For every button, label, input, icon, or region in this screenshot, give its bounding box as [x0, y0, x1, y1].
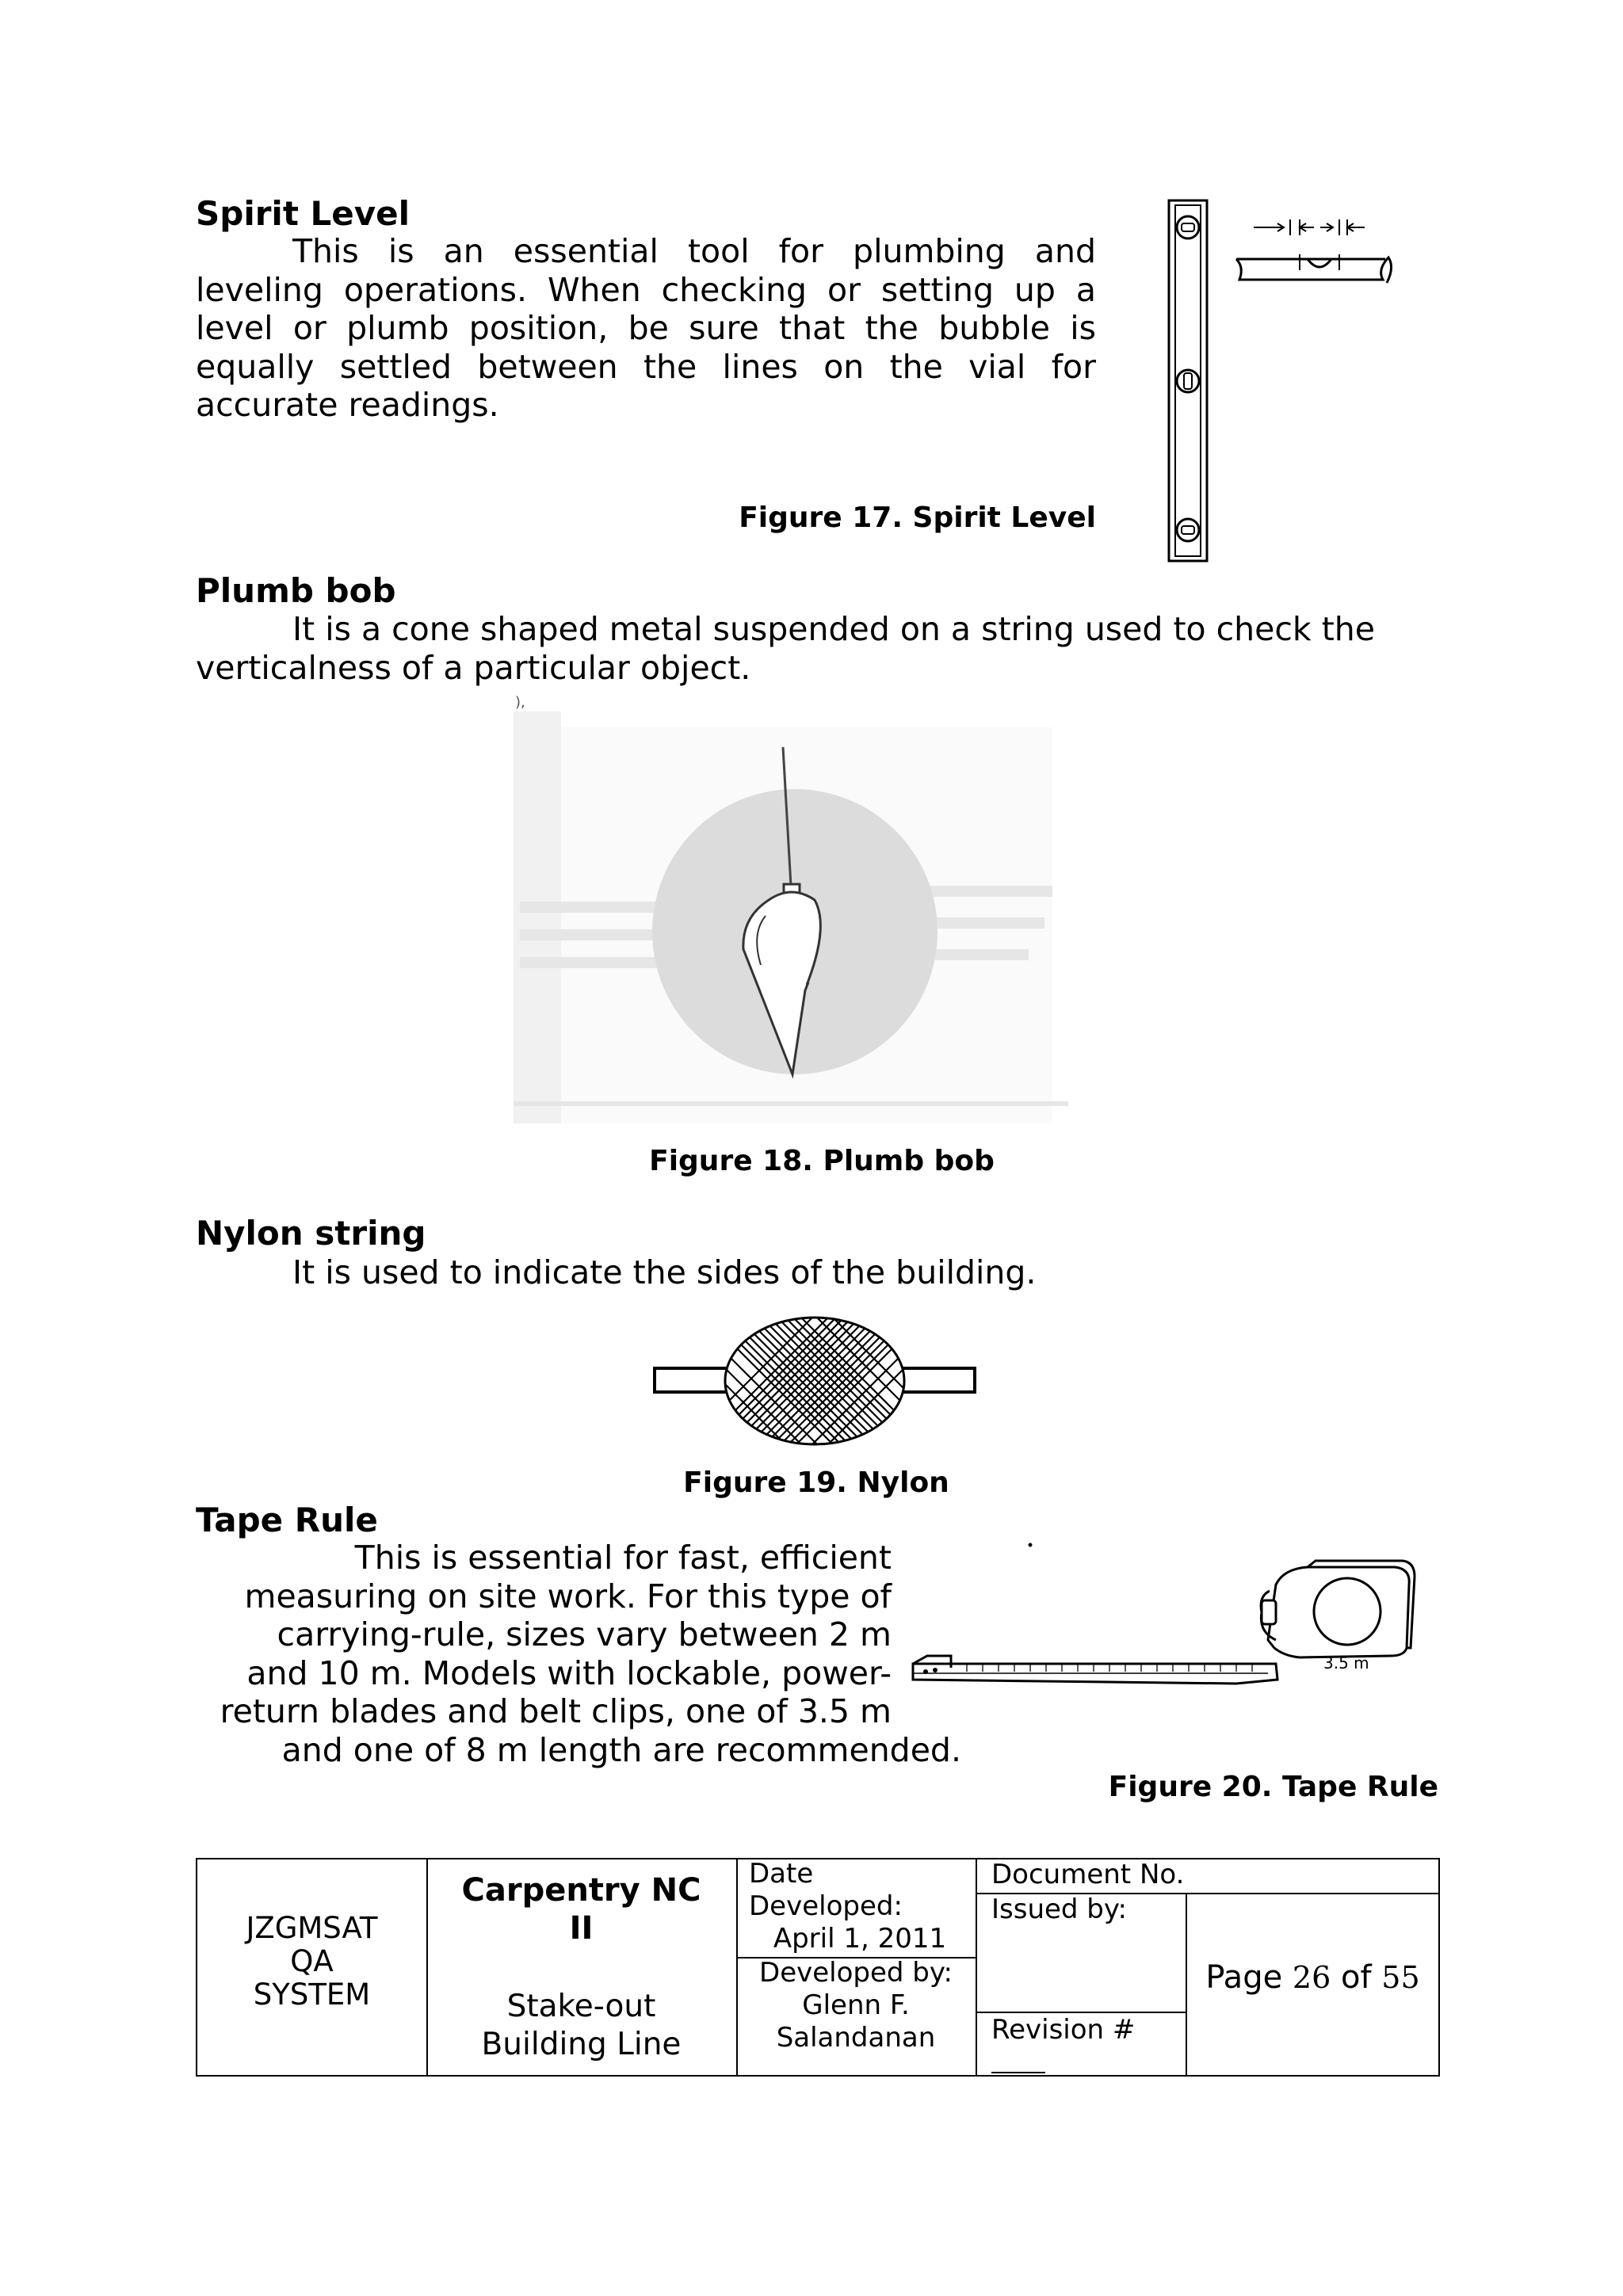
footer-doc-no-label: Document No. [991, 1859, 1185, 1890]
footer-page-prefix: Page [1205, 1959, 1283, 1996]
footer-page-number [1186, 1959, 1440, 1996]
tape-rule-line-3: carrying-rule, sizes vary between 2 m [277, 1615, 892, 1653]
footer-page-current: 26 [1292, 1960, 1331, 1995]
tape-size-label: 3.5 m [1323, 1653, 1369, 1672]
spirit-level-illustration [1157, 194, 1411, 566]
footer-org-line-3: SYSTEM [253, 1978, 371, 2012]
footer-page-total: 55 [1381, 1960, 1420, 1995]
nylon-string-illustration [652, 1311, 977, 1450]
nylon-string-text: It is used to indicate the sides of the building. [292, 1253, 1037, 1291]
footer-org [197, 1912, 426, 2012]
footer-revision-blank [991, 2072, 1045, 2073]
footer-date-label-1: Date [749, 1858, 814, 1890]
footer-developer [736, 1957, 976, 2054]
tape-rule-line-4: and 10 m. Models with lockable, power- [246, 1653, 892, 1692]
figure-17-caption: Figure 17. Spirit Level [739, 502, 1096, 534]
tape-rule-line-5: return blades and belt clips, one of 3.5 m [220, 1692, 892, 1730]
spirit-level-text: This is an essential tool for plumbing and leveling operations. When checking or setting up a level or plumb position, be sure that the bubble is equally settled between the lines on the vial for accurate readings. [196, 232, 1096, 424]
footer-date-value: April 1, 2011 [773, 1923, 947, 1955]
plumb-bob-illustration [514, 696, 1076, 1149]
plumb-bob-text: It is a cone shaped metal suspended on a string used to check the verticalness of a particular object. [196, 610, 1375, 687]
figure-20-caption: Figure 20. Tape Rule [1108, 1771, 1438, 1803]
svg-text:),: ), [515, 696, 525, 711]
footer-module-line-1: Stake-out [506, 1989, 656, 2024]
footer-date [749, 1858, 971, 1955]
footer-dev-name-1: Glenn F. [802, 1989, 910, 2021]
footer-dev-name-2: Salandanan [776, 2022, 936, 2054]
tape-rule-line-6: and one of 8 m length are recommended. [281, 1730, 961, 1769]
spirit-level-heading: Spirit Level [196, 194, 411, 233]
footer-course-line-2: II [569, 1910, 594, 1947]
footer-page-of: of [1341, 1959, 1372, 1996]
footer-date-label-2: Developed: [749, 1890, 903, 1922]
footer-org-line-1: JZGMSAT [246, 1911, 378, 1945]
tape-rule-heading: Tape Rule [196, 1501, 378, 1539]
tape-rule-text [196, 1539, 961, 1769]
plumb-bob-heading: Plumb bob [196, 571, 396, 610]
footer-dev-label: Developed by: [759, 1957, 953, 1989]
tape-rule-line-1: This is essential for fast, efficient [354, 1539, 892, 1577]
footer-revision-label: Revision # [991, 2014, 1136, 2046]
footer-issued-label: Issued by: [991, 1894, 1127, 1925]
footer-module-line-2: Building Line [481, 2027, 682, 2062]
tape-rule-illustration [903, 1537, 1419, 1711]
footer-org-line-2: QA [290, 1944, 334, 1978]
figure-18-caption: Figure 18. Plumb bob [649, 1145, 995, 1177]
tape-rule-line-2: measuring on site work. For this type of [244, 1577, 892, 1615]
nylon-string-heading: Nylon string [196, 1214, 426, 1253]
figure-19-caption: Figure 19. Nylon [683, 1466, 949, 1499]
footer-table [196, 1858, 1440, 2077]
footer-course-line-1: Carpentry NC [461, 1872, 701, 1909]
footer-module [426, 1988, 736, 2064]
footer-course [426, 1871, 736, 1947]
